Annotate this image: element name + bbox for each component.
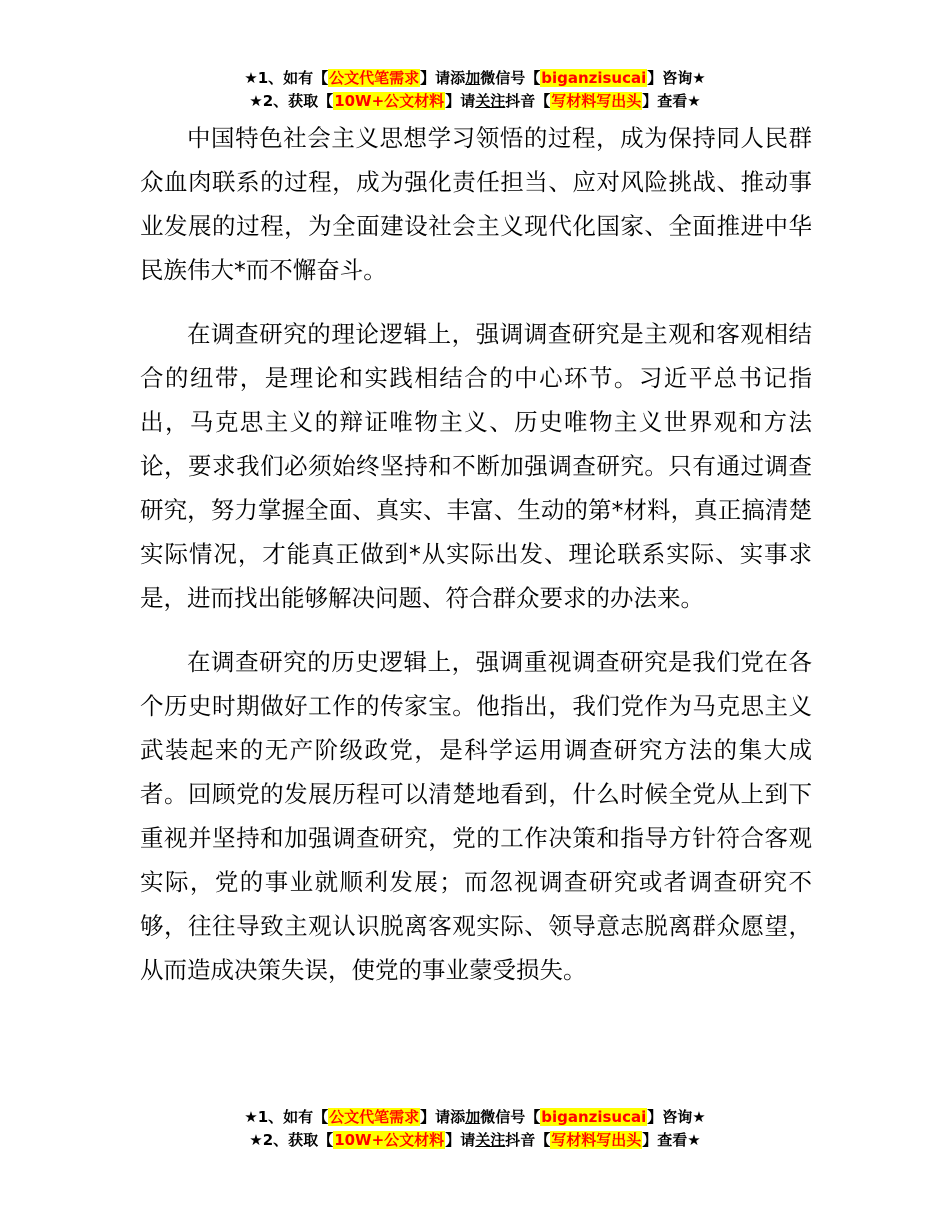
banner-text: 】请添 [420,69,466,87]
footer-banner [0,1106,950,1152]
banner-underlined-text: 加 [465,1108,481,1126]
banner-underlined-text: 加 [465,69,481,87]
paragraph-1: 中国特色社会主义思想学习领悟的过程，成为保持同人民群众血肉联系的过程，成为强化责任担当、应对风险挑战、推动事业发展的过程，为全面建设社会主义现代化国家、全面推进中华民族伟大*而不懈奋斗。 [140,124,812,284]
banner-text: 微信号【 [480,1108,541,1126]
highlight-service: 公文代笔需求 [329,69,420,87]
banner-text: ★2、获取【 [249,92,334,110]
banner-line-2 [0,90,950,113]
banner-text: 抖音【 [505,92,551,110]
highlight-service: 公文代笔需求 [329,1108,420,1126]
banner-text: 】咨询★ [647,1108,706,1126]
banner-text: 】咨询★ [647,69,706,87]
highlight-douyin-account: 写材料写出头 [551,92,642,110]
banner-line-1 [0,1106,950,1129]
paragraph-3: 在调查研究的历史逻辑上，强调重视调查研究是我们党在各个历史时期做好工作的传家宝。他指出，我们党作为马克思主义武装起来的无产阶级政党，是科学运用调查研究方法的集大成者。回顾党的发展历程可以清楚地看到，什么时候全党从上到下重视并坚持和加强调查研究，党的工作决策和指导方针符合客观实际，党的事业就顺利发展；而忽视调查研究或者调查研究不够，往往导致主观认识脱离客观实际、领导意志脱离群众愿望，从而造成决策失误，使党的事业蒙受损失。 [140,648,812,984]
banner-line-2 [0,1129,950,1152]
header-banner [0,67,950,113]
highlight-douyin-account: 写材料写出头 [551,1131,642,1149]
banner-underlined-text: 关注 [475,1131,506,1149]
banner-text: ★1、如有【 [244,69,329,87]
banner-text: 】查看★ [642,92,701,110]
highlight-materials: 10W+公文材料 [334,1131,445,1149]
banner-text: 微信号【 [480,69,541,87]
paragraph-2: 在调查研究的理论逻辑上，强调调查研究是主观和客观相结合的纽带，是理论和实践相结合的中心环节。习近平总书记指出，马克思主义的辩证唯物主义、历史唯物主义世界观和方法论，要求我们必须始终坚持和不断加强调查研究。只有通过调查研究，努力掌握全面、真实、丰富、生动的第*材料，真正搞清楚实际情况，才能真正做到*从实际出发、理论联系实际、实事求是，进而找出能够解决问题、符合群众要求的办法来。 [140,320,812,612]
highlight-materials: 10W+公文材料 [334,92,445,110]
highlight-wechat-id: biganzisucai [541,1108,647,1126]
banner-underlined-text: 关注 [475,92,506,110]
banner-text: 抖音【 [505,1131,551,1149]
banner-text: 】查看★ [642,1131,701,1149]
banner-text: ★1、如有【 [244,1108,329,1126]
document-body [140,116,812,1012]
banner-text: 】请 [445,92,476,110]
banner-line-1 [0,67,950,90]
banner-text: ★2、获取【 [249,1131,334,1149]
banner-text: 】请 [445,1131,476,1149]
banner-text: 】请添 [420,1108,466,1126]
highlight-wechat-id: biganzisucai [541,69,647,87]
